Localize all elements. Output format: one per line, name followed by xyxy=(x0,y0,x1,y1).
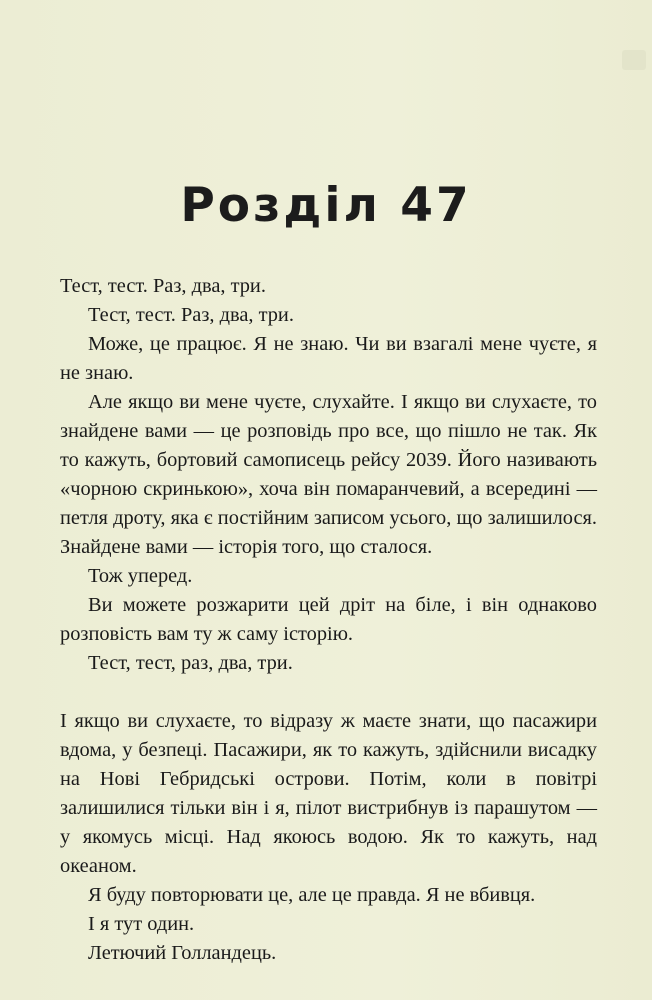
paragraph: Тест, тест. Раз, два, три. xyxy=(88,304,294,326)
chapter-title: Розділ 47 xyxy=(180,178,472,233)
page-number-bleed xyxy=(622,50,646,70)
paragraph: І я тут один. xyxy=(88,913,195,935)
paragraph: Може, це працює. Я не знаю. Чи ви взагалі мене чуєте, я не знаю. xyxy=(60,333,597,384)
paragraph: Тест, тест, раз, два, три. xyxy=(88,652,293,674)
paragraph: Я буду повторювати це, але це правда. Я не вбивця. xyxy=(88,884,536,906)
chapter-body xyxy=(60,272,597,968)
paragraph: Але якщо ви мене чуєте, слухайте. І якщо ви слухаєте, то знайдене вами — це розповідь про все, що пішло не так. Як то кажуть, бортовий самописець рейсу 2039. Його називають «чорною скринькою», хоча він помаранчевий, а всередині — петля дроту, яка є постійним записом усього, що залишилося. Знайдене вами — історія того, що сталося. xyxy=(60,391,597,558)
paragraph: Тест, тест. Раз, два, три. xyxy=(60,275,266,297)
paragraph: Ви можете розжарити цей дріт на біле, і він однаково розповість вам ту ж саму історію. xyxy=(60,594,597,645)
paragraph: Летючий Голландець. xyxy=(88,942,277,964)
paragraph: І якщо ви слухаєте, то відразу ж маєте знати, що пасажири вдома, у безпеці. Пасажири, як то кажуть, здійснили висадку на Нові Гебридські острови. Потім, коли в повітрі залишилися тільки він і я, пілот вистрибнув із парашутом — у якомусь місці. Над якоюсь водою. Як то кажуть, над океаном. xyxy=(60,710,597,877)
paragraph: Тож уперед. xyxy=(88,565,193,587)
